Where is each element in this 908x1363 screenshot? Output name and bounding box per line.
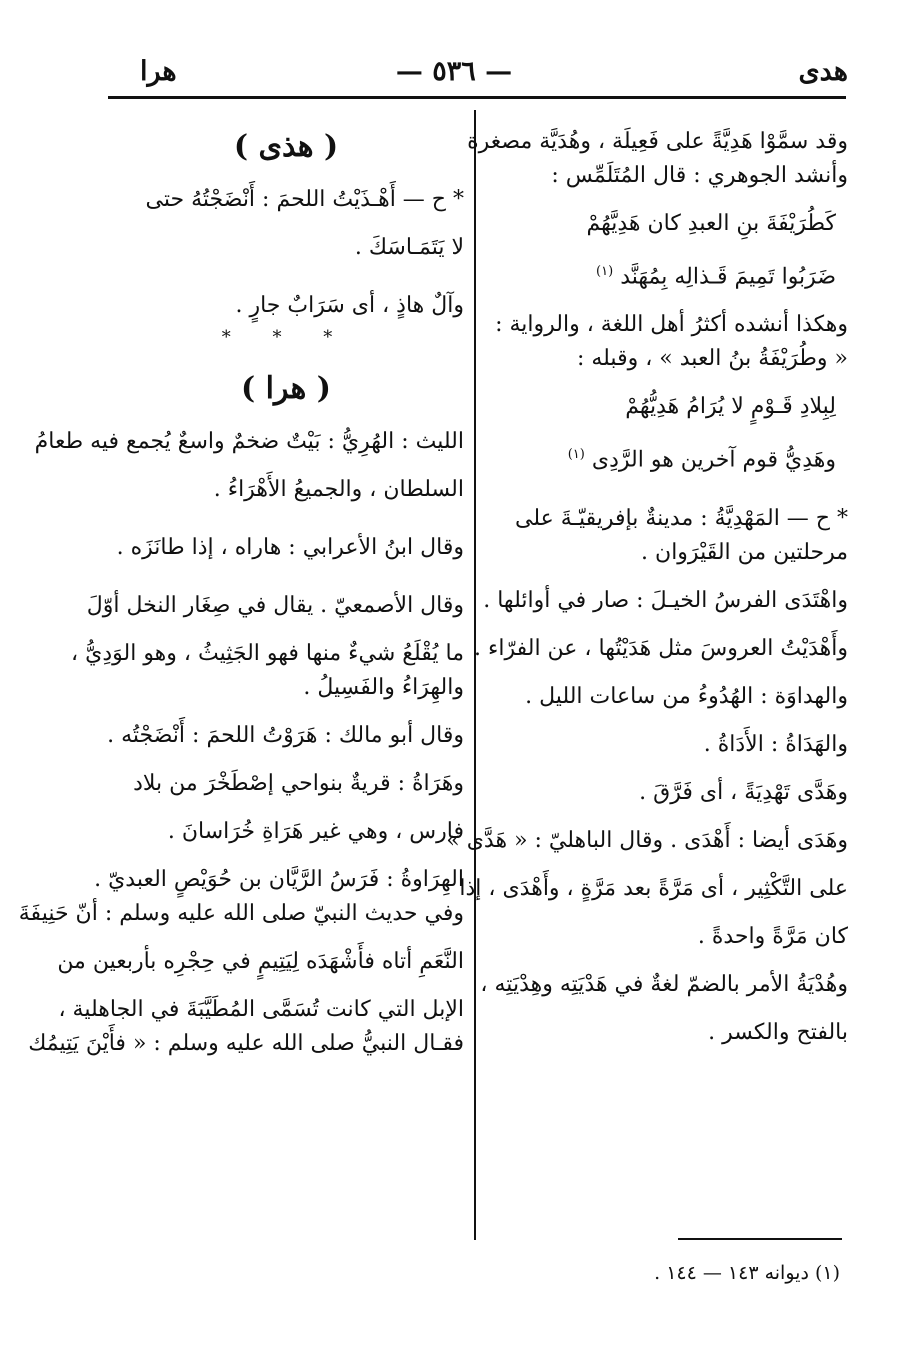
column-divider bbox=[474, 110, 476, 1240]
text-line: وقال الأصمعيّ . يقال في صِغَار النخل أوّلَ bbox=[86, 593, 464, 618]
text-line: وقد سمَّوْا هَدِيَّةً على فَعِيلَة ، وهُدَيَّة مصغرة bbox=[467, 129, 848, 154]
text-line: وهُدْيَةُ الأمر بالضمّ لغةٌ في هَدْيَتِه وهِدْيَتِه ، bbox=[480, 971, 848, 997]
section-separator: * * * bbox=[221, 327, 351, 348]
text-line: فارس ، وهي غير هَرَاةِ خُرَاسانَ . bbox=[167, 819, 464, 844]
running-head-right: هدى bbox=[798, 56, 848, 87]
paragraph-hadda bbox=[446, 824, 848, 954]
text-line: وأَهْدَيْتُ العروسَ مثل هَدَيْتُها ، عن الفرّاء . bbox=[474, 635, 848, 661]
text-line: لا يَتَمَـاسَكَ . bbox=[354, 235, 464, 260]
verse-line: لِبِلادِ قَـوْمٍ لا يُرَامُ هَدِيُّهُمْ bbox=[625, 394, 836, 420]
right-column bbox=[446, 125, 848, 1050]
paragraph-riwaya bbox=[488, 308, 848, 376]
text-line: وهَدَى أيضا : أَهْدَى . وقال الباهليّ : « هَدَّى » bbox=[446, 827, 848, 853]
verse-line: كَطُرَيْفَةَ بنِ العبدِ كان هَدِيَّهُمْ bbox=[586, 211, 836, 236]
verse-text: ضَرَبُوا تَمِيمَ قَـذالِه بِمُهَنَّد bbox=[620, 264, 836, 290]
text-line: وهَرَاةُ : قريةٌ بنواحي إصْطَخْرَ من بلاد bbox=[133, 771, 464, 796]
footnote: (١) ديوانه ١٤٣ — ١٤٤ . bbox=[654, 1262, 840, 1284]
text-line: * ح — المَهْدِيَّةُ : مدينةٌ بإفريقيّـةَ على bbox=[515, 505, 848, 531]
text-line: والهَدَاةُ : الأَدَاةُ . bbox=[703, 731, 848, 757]
text-line: مرحلتين من القَيْرَوان . bbox=[641, 539, 848, 565]
running-head-left: هرا bbox=[140, 56, 177, 87]
paragraph-ahdhaytu bbox=[108, 183, 464, 265]
entry-heading-hadha: ( هذى ) bbox=[233, 129, 339, 164]
paragraph-layth bbox=[34, 425, 464, 507]
verse-text: وهَدِيُّ قوم آخرين هو الرَّدِى bbox=[591, 447, 836, 473]
footnote-rule bbox=[678, 1238, 842, 1240]
footnote-mark: (١) bbox=[596, 264, 614, 279]
text-line: وهكذا أنشده أكثرُ أهل اللغة ، والرواية : bbox=[495, 312, 848, 338]
page-number: — ٥٣٦ — bbox=[395, 56, 513, 87]
verse-block bbox=[488, 207, 848, 294]
paragraph-hadiyya bbox=[467, 125, 848, 193]
paragraph-asmai bbox=[71, 589, 464, 705]
entry-heading-hara: ( هرا ) bbox=[241, 371, 331, 406]
text-line: على التَّكْثِير ، أى مَرَّةً بعد مَرَّةٍ ، وأَهْدَى ، إذا bbox=[459, 875, 848, 901]
paragraph-hirawa bbox=[18, 863, 464, 1061]
left-column bbox=[18, 125, 464, 1061]
verse-line bbox=[488, 255, 836, 294]
text-line: بالفتح والكسر . bbox=[708, 1019, 848, 1045]
text-line: واهْتَدَى الفرسُ الخيـلَ : صار في أوائلها . bbox=[483, 587, 848, 613]
text-line: كان مَرَّةً واحدةً . bbox=[697, 923, 848, 949]
verse-line bbox=[488, 438, 836, 477]
text-line: وهَدَّى تَهْدِيَةً ، أى فَرَّقَ . bbox=[639, 779, 848, 805]
text-line: النَّعَمِ أتاه فأَشْهَدَه لِيَتِيمٍ في حِجْرِه بأربعين من bbox=[57, 949, 464, 974]
text-line: وفي حديث النبيّ صلى الله عليه وسلم : أنّ حَنِيفَةَ bbox=[18, 901, 464, 926]
text-line: وقال أبو مالك : هَرَوْتُ اللحمَ : أَنْضَجْتُه . bbox=[107, 723, 464, 748]
text-line: السلطان ، والجميعُ الأَهْرَاءُ . bbox=[213, 477, 464, 502]
text-line: * ح — أَهْـذَيْتُ اللحمَ : أَنْضَجْتُهُ حتى bbox=[145, 187, 464, 212]
header-rule bbox=[108, 96, 846, 99]
text-line: والهداوَة : الهُدُوءُ من ساعات الليل . bbox=[525, 683, 848, 709]
paragraph-mahdiyya bbox=[488, 502, 848, 570]
text-line: فقـال النبيُّ صلى الله عليه وسلم : « فأَيْنَ يَتِيمُك bbox=[28, 1031, 464, 1056]
text-line: « وطُرَيْفَةُ بنُ العبد » ، وقبله : bbox=[576, 346, 848, 372]
footnote-mark: (١) bbox=[567, 447, 585, 463]
text-line: الإبل التي كانت تُسَمَّى المُطَيَّبَةَ في الجاهلية ، bbox=[58, 997, 464, 1022]
paragraph-harat bbox=[108, 767, 464, 849]
text-line: ما يُقْلَعُ شيءٌ منها فهو الجَثِيثُ ، وهو الوَدِيُّ ، bbox=[71, 641, 464, 666]
text-line: وآلٌ هاذٍ ، أى سَرَابٌ جارٍ . bbox=[235, 293, 464, 318]
text-line: الهِرَاوةُ : فَرَسُ الرَّيَّان بن حُوَيْصٍ العبديّ . bbox=[94, 867, 464, 892]
text-line: والهِرَاءُ والفَسِيلُ . bbox=[303, 675, 464, 700]
verse-block bbox=[488, 390, 848, 477]
text-line: وقال ابنُ الأعرابي : هاراه ، إذا طانَزَه . bbox=[116, 535, 464, 560]
text-line: وأنشد الجوهري : قال المُتَلَمِّس : bbox=[551, 163, 848, 188]
text-line: الليث : الهُرِيُّ : بَيْتٌ ضخمٌ واسعٌ يُجمع فيه طعامُ bbox=[34, 429, 464, 454]
paragraph-hudya bbox=[480, 968, 848, 1050]
